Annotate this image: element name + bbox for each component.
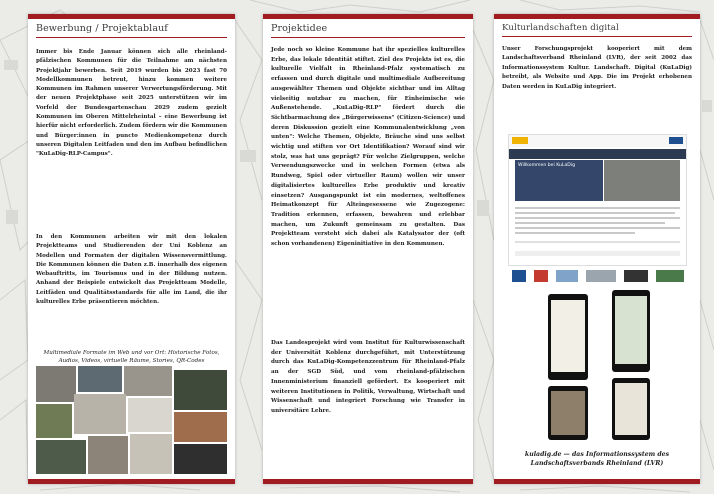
text-line xyxy=(515,207,680,209)
site-hero-photo xyxy=(604,160,680,201)
photo xyxy=(124,366,172,396)
partner-logos xyxy=(512,270,684,284)
site-footer xyxy=(515,251,680,256)
partner-logo xyxy=(656,270,684,282)
paragraph: In den Kommunen arbeiten wir mit den lokalen Projektteams und Studierenden der Uni Koblenz an Modellen und Formaten der digitalen Wissensvermittlung. Die Kommunen können die Daten z.B. innerhalb des eigenen Webauftritts, im Tourismus und in der Bildung nutzen. Anhand der Beispiele entwickelt das Projektteam Modelle, Leitfäden und Qualitätsstandards für alle im Land, die ihr kulturelles Erbe präsentieren möchten. xyxy=(36,234,227,306)
phone-mockup xyxy=(612,378,650,440)
panel-title: Bewerbung / Projektablauf xyxy=(36,23,227,38)
accent-bar-bottom xyxy=(263,479,473,484)
photo xyxy=(88,436,128,474)
lvr-logo xyxy=(512,270,526,282)
accent-bar-top xyxy=(28,14,235,19)
text-line xyxy=(515,212,675,214)
paragraph: Jede noch so kleine Kommune hat ihr spezielles kulturelles Erbe, das lokale Identität stiftet. Ziel des Projekts ist es, die kulturelle Vielfalt in Rheinland-Pfalz systematisch zu erfassen und durch digitale und multimediale Aufbereitung ausgewählter Themen und Objekte sichtbar und im Alltag vielseitig nutzbar zu machen, für Einheimische wie Außenstehende. „KuLaDig-RLP" fördert durch die Sichtbarmachung des „Bürgerwissens" (Citizen-Science) und deren Diskussion gezielt eine Kommunalentwicklung „von unten": Welche Themen, Objekte, Bräuche sind uns selbst wichtig und stiften vor Ort Identifikation? Worauf sind wir stolz, was hat uns geprägt? Für welche Zielgruppen, welche Verwendungszwecke und in welchen Formen (etwa als Rundweg, Spiel oder virtueller Raum) wollen wir unser digitalisiertes kulturelles Erbe produktiv und kreativ einsetzen? Ausgangspunkt ist ein modernes, weltoffenes Heimatkonzept für Alteingesessene wie Zugezogene: Tradition erkennen, erfassen, bewahren und erlebbar machen, um Zukunft gemeinsam zu gestalten. Das Projektteam versteht sich dabei als Katalysator der (oft schon vorhandenen) Eigeninitiative in den Kommunen. xyxy=(271,47,465,248)
text-line xyxy=(515,232,635,234)
accent-bar-top xyxy=(494,14,700,19)
app-screen xyxy=(615,296,647,364)
partner-logo xyxy=(586,270,616,282)
accent-bar-bottom xyxy=(28,479,235,484)
paragraph: Das Landesprojekt wird vom Institut für Kulturwissenschaft der Universität Koblenz durchgeführt, mit Unterstützung durch das KuLaDig-Kompetenzzentrum für Rheinland-Pfalz an der SGD Süd, und vom rheinland-pfälzischen Innenministerium finanziell gefördert. Es kooperiert mit weiteren Institutionen in Politik, Verwaltung, Wirtschaft und Wissenschaft und integriert Forschung wie Transfer in universitäre Lehre. xyxy=(271,340,465,414)
text-line xyxy=(515,217,680,219)
rheinland-pfalz-logo xyxy=(624,270,648,282)
app-screenshots xyxy=(514,290,684,442)
accent-bar-top xyxy=(263,14,473,19)
accent-bar-bottom xyxy=(494,479,700,484)
panel-title: Kulturlandschaften digital xyxy=(502,23,692,37)
coat-of-arms-icon xyxy=(534,270,548,282)
photo xyxy=(174,444,227,474)
photo xyxy=(36,366,76,402)
site-navbar xyxy=(509,149,686,159)
site-header xyxy=(509,135,686,147)
panel-kulturlandschaften xyxy=(494,14,700,484)
photo xyxy=(174,370,227,410)
phone-mockup xyxy=(548,294,588,380)
partner-logo xyxy=(556,270,578,282)
app-screen xyxy=(551,300,585,372)
photo xyxy=(74,394,126,434)
lvr-logo xyxy=(669,137,683,144)
kuladig-logo xyxy=(512,137,528,144)
panel-bewerbung xyxy=(28,14,235,484)
photo xyxy=(78,366,122,392)
text-line xyxy=(515,241,680,243)
panel-title: Projektidee xyxy=(271,23,465,38)
phone-mockup xyxy=(612,290,650,372)
phone-mockup xyxy=(548,386,588,440)
site-hero-title: Willkommen bei KuLaDig xyxy=(518,163,576,168)
paragraph: Immer bis Ende Januar können sich alle rheinland-pfälzischen Kommunen für die Teilnahme am nächsten Projektjahr bewerben. Seit 2019 wurden bis 2023 fast 70 Modellkommunen betreut, hinzu kommen weitere Kommunen im Rahmen unserer Verwertungsförderung. Mit der neuen Projektphase seit 2025 unterstützen wir im Vorfeld der Bundesgartenschau 2029 zudem gezielt Kommunen im Oberen Mittelrheintal – eine Bewerbung ist hierfür nicht erforderlich. Zudem fördern wir die Kommunen und Bürger:innen in puncto Medienkompetenz durch unseren Digitalen Leitfaden und den im Aufbau befindlichen "KuLaDig-RLP-Campus". xyxy=(36,49,227,158)
photo xyxy=(130,434,172,474)
photo xyxy=(36,404,72,438)
text-line xyxy=(515,227,680,229)
photo xyxy=(128,398,172,432)
app-screen xyxy=(615,383,647,435)
image-caption: Multimediale Formate im Web und vor Ort: Historische Fotos, Audios, Videos, virtuelle Räume, Stories, QR-Codes xyxy=(43,350,220,365)
photo xyxy=(36,440,86,474)
photo xyxy=(174,412,227,442)
text-line xyxy=(515,222,665,224)
paragraph: Unser Forschungsprojekt kooperiert mit dem Landschaftsverband Rheinland (LVR), der seit 2002 das Informationssystem Kultur. Landschaft. Digital (KuLaDig) betreibt, als Website und App. Die im Projekt erhobenen Daten werden in KuLaDig integriert. xyxy=(502,46,692,90)
image-caption: kuladig.de — das Informationssystem des Landschaftsverbands Rheinland (LVR) xyxy=(524,451,670,467)
panel-projektidee xyxy=(263,14,473,484)
website-screenshot xyxy=(508,134,687,266)
app-screen xyxy=(551,391,585,435)
multimedia-collage xyxy=(36,366,227,474)
